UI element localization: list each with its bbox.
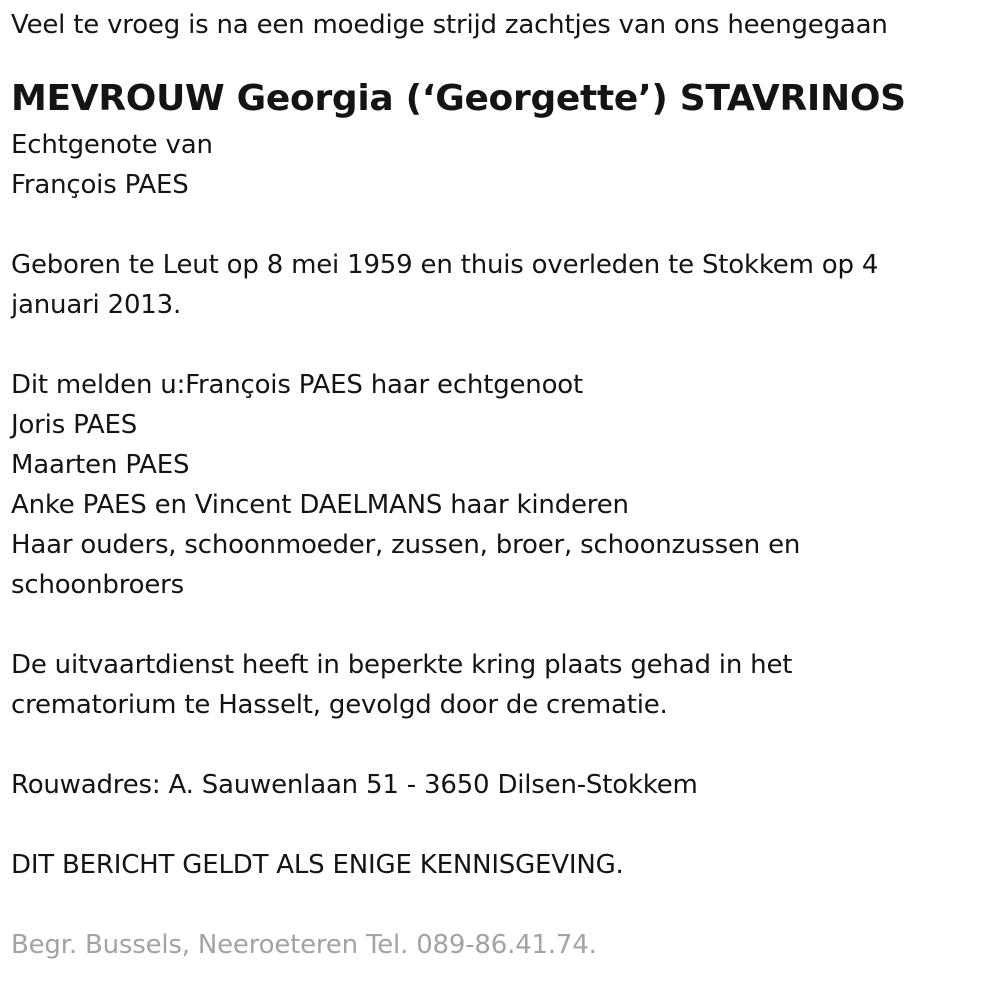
spacer bbox=[11, 45, 986, 73]
spouse-label: Echtgenote van bbox=[11, 130, 213, 160]
deceased-name-heading: MEVROUW Georgia (‘Georgette’) STAVRINOS bbox=[11, 78, 906, 119]
funeral-home-contact: Begr. Bussels, Neeroeteren Tel. 089-86.41.74. bbox=[11, 930, 597, 960]
official-notice-text: DIT BERICHT GELDT ALS ENIGE KENNISGEVING. bbox=[11, 850, 624, 880]
obituary-notice bbox=[11, 0, 986, 965]
birth-death-text-line-2: januari 2013. bbox=[11, 290, 182, 320]
birth-death-text-line-1: Geboren te Leut op 8 mei 1959 en thuis overleden te Stokkem op 4 bbox=[11, 250, 879, 280]
mourner-line: Maarten PAES bbox=[11, 450, 190, 480]
mourning-address: Rouwadres: A. Sauwenlaan 51 - 3650 Dilsen-Stokkem bbox=[11, 770, 698, 800]
spacer bbox=[11, 725, 986, 765]
spouse-name: François PAES bbox=[11, 170, 189, 200]
service-text-line-2: crematorium te Hasselt, gevolgd door de crematie. bbox=[11, 690, 668, 720]
mourner-line: Anke PAES en Vincent DAELMANS haar kinderen bbox=[11, 490, 629, 520]
mourner-line: Joris PAES bbox=[11, 410, 138, 440]
mourner-line: Haar ouders, schoonmoeder, zussen, broer, schoonzussen en bbox=[11, 530, 801, 560]
spacer bbox=[11, 885, 986, 925]
spacer bbox=[11, 325, 986, 365]
spacer bbox=[11, 205, 986, 245]
mourner-line: schoonbroers bbox=[11, 570, 184, 600]
spacer bbox=[11, 805, 986, 845]
spacer bbox=[11, 605, 986, 645]
service-text-line-1: De uitvaartdienst heeft in beperkte kring plaats gehad in het bbox=[11, 650, 793, 680]
mourner-line: Dit melden u:François PAES haar echtgenoot bbox=[11, 370, 583, 400]
intro-text: Veel te vroeg is na een moedige strijd zachtjes van ons heengegaan bbox=[11, 10, 888, 40]
